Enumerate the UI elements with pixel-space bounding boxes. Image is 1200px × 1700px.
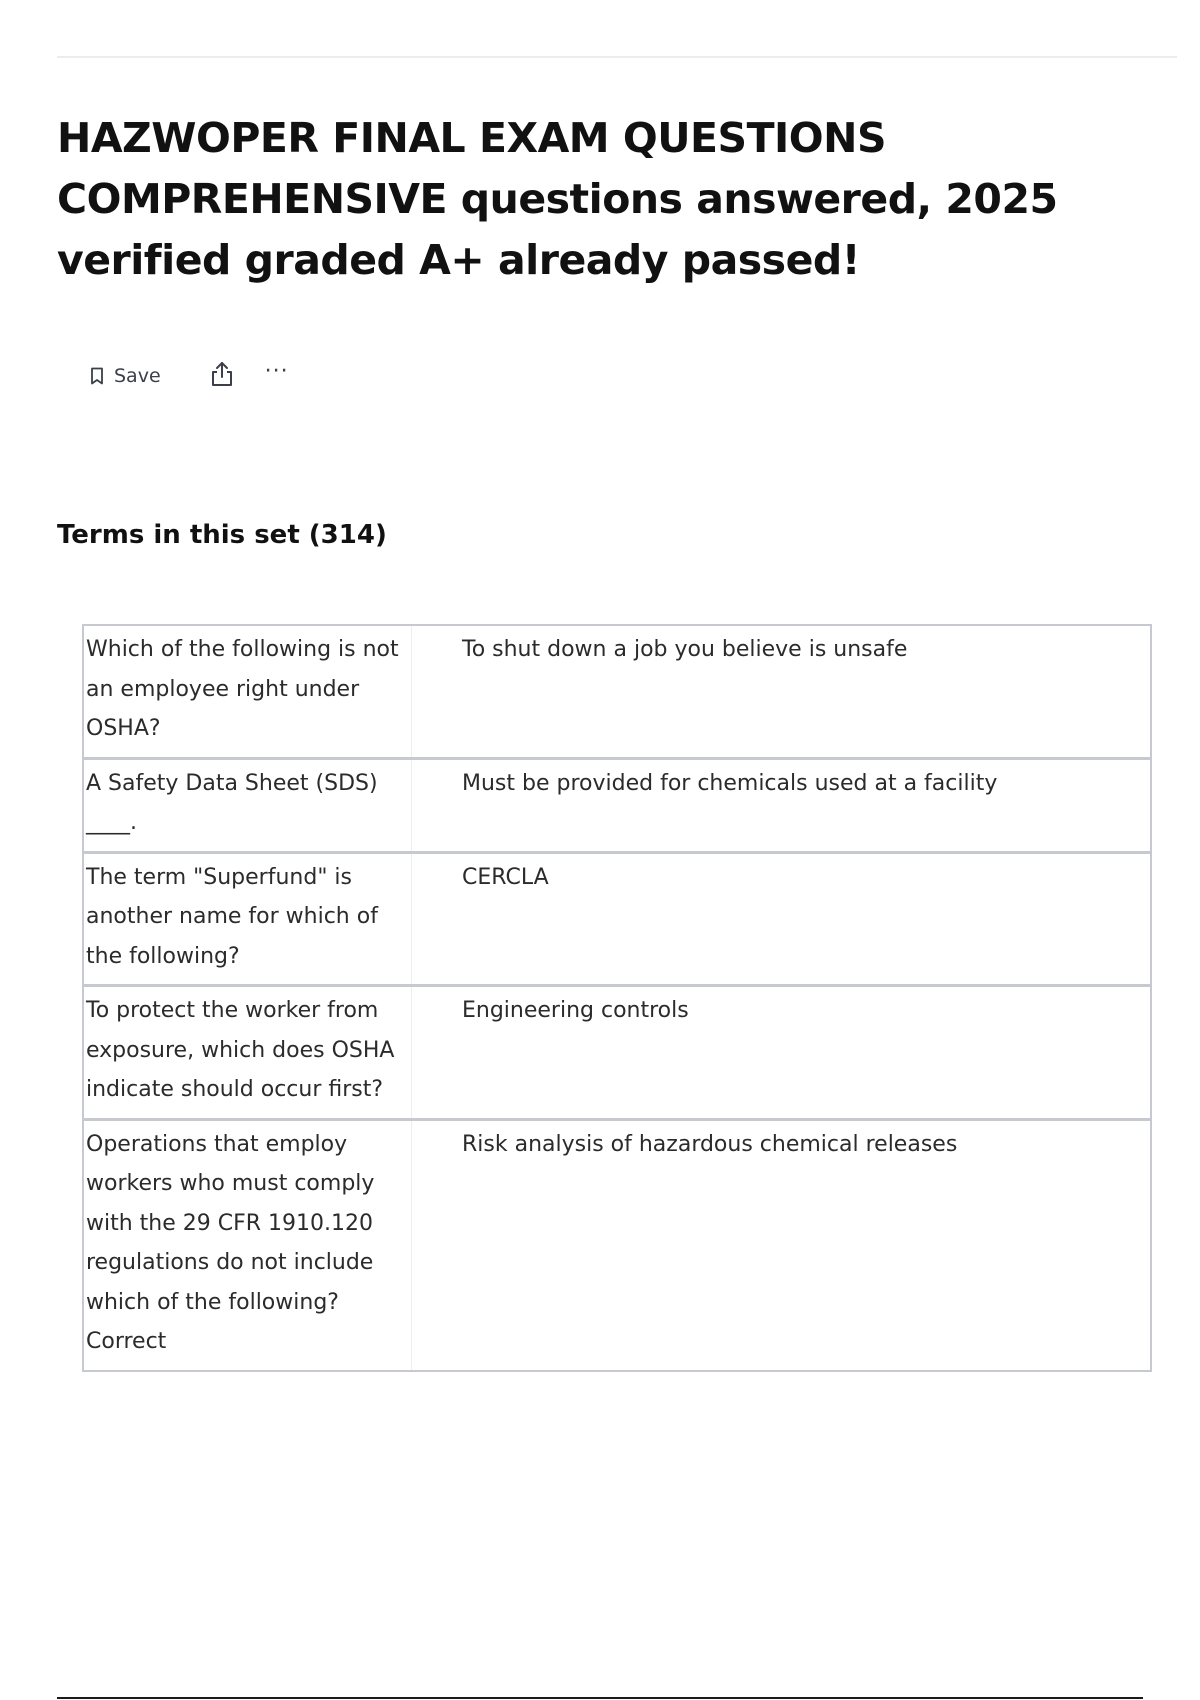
save-button[interactable] (84, 361, 167, 391)
share-icon (209, 360, 235, 392)
definition-cell: To shut down a job you believe is unsafe (462, 637, 908, 662)
share-button[interactable] (209, 360, 235, 392)
definition-cell: Must be provided for chemicals used at a facility (462, 770, 998, 796)
term-row (83, 986, 1151, 1120)
save-label: Save (114, 365, 161, 387)
term-row (83, 852, 1151, 986)
more-options-button[interactable]: ··· (264, 359, 289, 384)
definition-cell: Risk analysis of hazardous chemical releases (462, 1131, 958, 1157)
term-cell: The term "Superfund" is another name for which of the following? (83, 852, 412, 986)
definition-cell: CERCLA (462, 864, 549, 890)
page-title: HAZWOPER FINAL EXAM QUESTIONS COMPREHENSIVE questions answered, 2025 verified graded A+ already passed! (57, 114, 1058, 284)
term-row (83, 758, 1151, 852)
term-row (83, 625, 1151, 758)
term-cell: A Safety Data Sheet (SDS) ____. (83, 758, 412, 852)
terms-table (82, 624, 1152, 1372)
bottom-divider (57, 1697, 1143, 1699)
term-row (83, 1119, 1151, 1371)
term-cell: To protect the worker from exposure, which does OSHA indicate should occur first? (83, 986, 412, 1120)
term-cell: Which of the following is not an employee right under OSHA? (83, 625, 412, 758)
bookmark-icon (90, 367, 104, 385)
action-toolbar (84, 358, 289, 394)
term-cell: Operations that employ workers who must comply with the 29 CFR 1910.120 regulations do not include which of the following? Correct (83, 1119, 412, 1371)
definition-cell: Engineering controls (462, 998, 689, 1023)
top-divider (57, 56, 1177, 58)
terms-heading: Terms in this set (314) (57, 520, 387, 550)
